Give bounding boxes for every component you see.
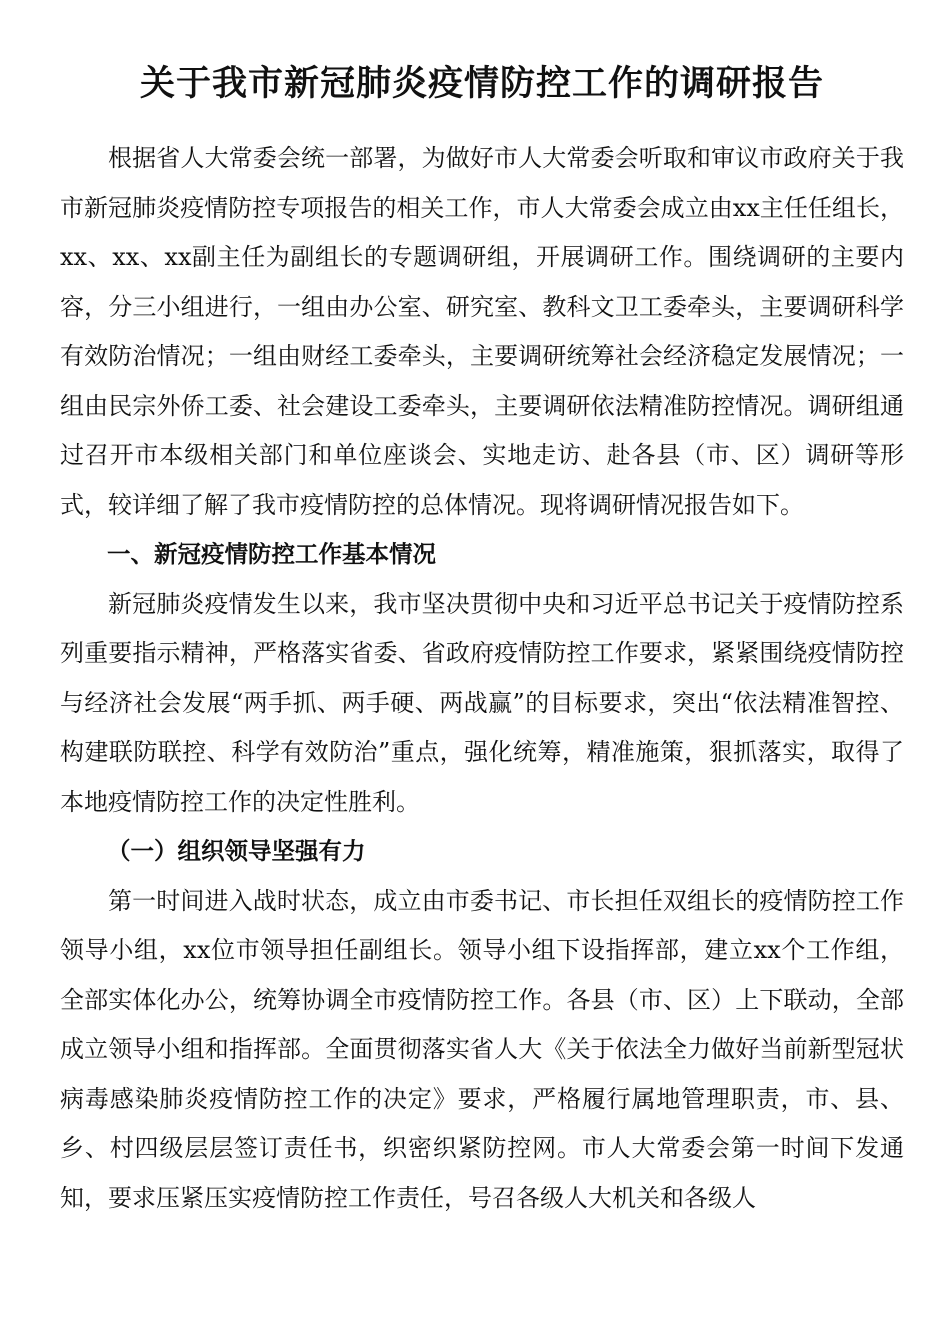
subsection-1-paragraph: 第一时间进入战时状态，成立由市委书记、市长担任双组长的疫情防控工作领导小组，xx位市领导担任副组长。领导小组下设指挥部，建立xx个工作组，全部实体化办公，统筹协调全市疫情防控工作。各县（市、区）上下联动，全部成立领导小组和指挥部。全面贯彻落实省人大《关于依法全力做好当前新型冠状病毒感染肺炎疫情防控工作的决定》要求，严格履行属地管理职责，市、县、乡、村四级层层签订责任书，织密织紧防控网。市人大常委会第一时间下发通知，要求压紧压实疫情防控工作责任，号召各级人大机关和各级人	[60, 886, 904, 1212]
section-heading-1: 一、新冠疫情防控工作基本情况	[107, 540, 436, 568]
subsection-heading-1: （一）组织领导坚强有力	[107, 837, 366, 865]
section-1-paragraph: 新冠肺炎疫情发生以来，我市坚决贯彻中央和习近平总书记关于疫情防控系列重要指示精神，严格落实省委、省政府疫情防控工作要求，紧紧围绕疫情防控与经济社会发展“两手抓、两手硬、两战赢”的目标要求，突出“依法精准智控、构建联防联控、科学有效防治”重点，强化统筹，精准施策，狠抓落实，取得了本地疫情防控工作的决定性胜利。	[60, 589, 904, 816]
document-title: 关于我市新冠肺炎疫情防控工作的调研报告	[139, 63, 824, 104]
intro-paragraph: 根据省人大常委会统一部署，为做好市人大常委会听取和审议市政府关于我市新冠肺炎疫情防控专项报告的相关工作，市人大常委会成立由xx主任任组长，xx、xx、xx副主任为副组长的专题调研组，开展调研工作。围绕调研的主要内容，分三小组进行，一组由办公室、研究室、教科文卫工委牵头，主要调研科学有效防治情况；一组由财经工委牵头，主要调研统筹社会经济稳定发展情况；一组由民宗外侨工委、社会建设工委牵头，主要调研依法精准防控情况。调研组通过召开市本级相关部门和单位座谈会、实地走访、赴各县（市、区）调研等形式，较详细了解了我市疫情防控的总体情况。现将调研情况报告如下。	[60, 144, 904, 519]
